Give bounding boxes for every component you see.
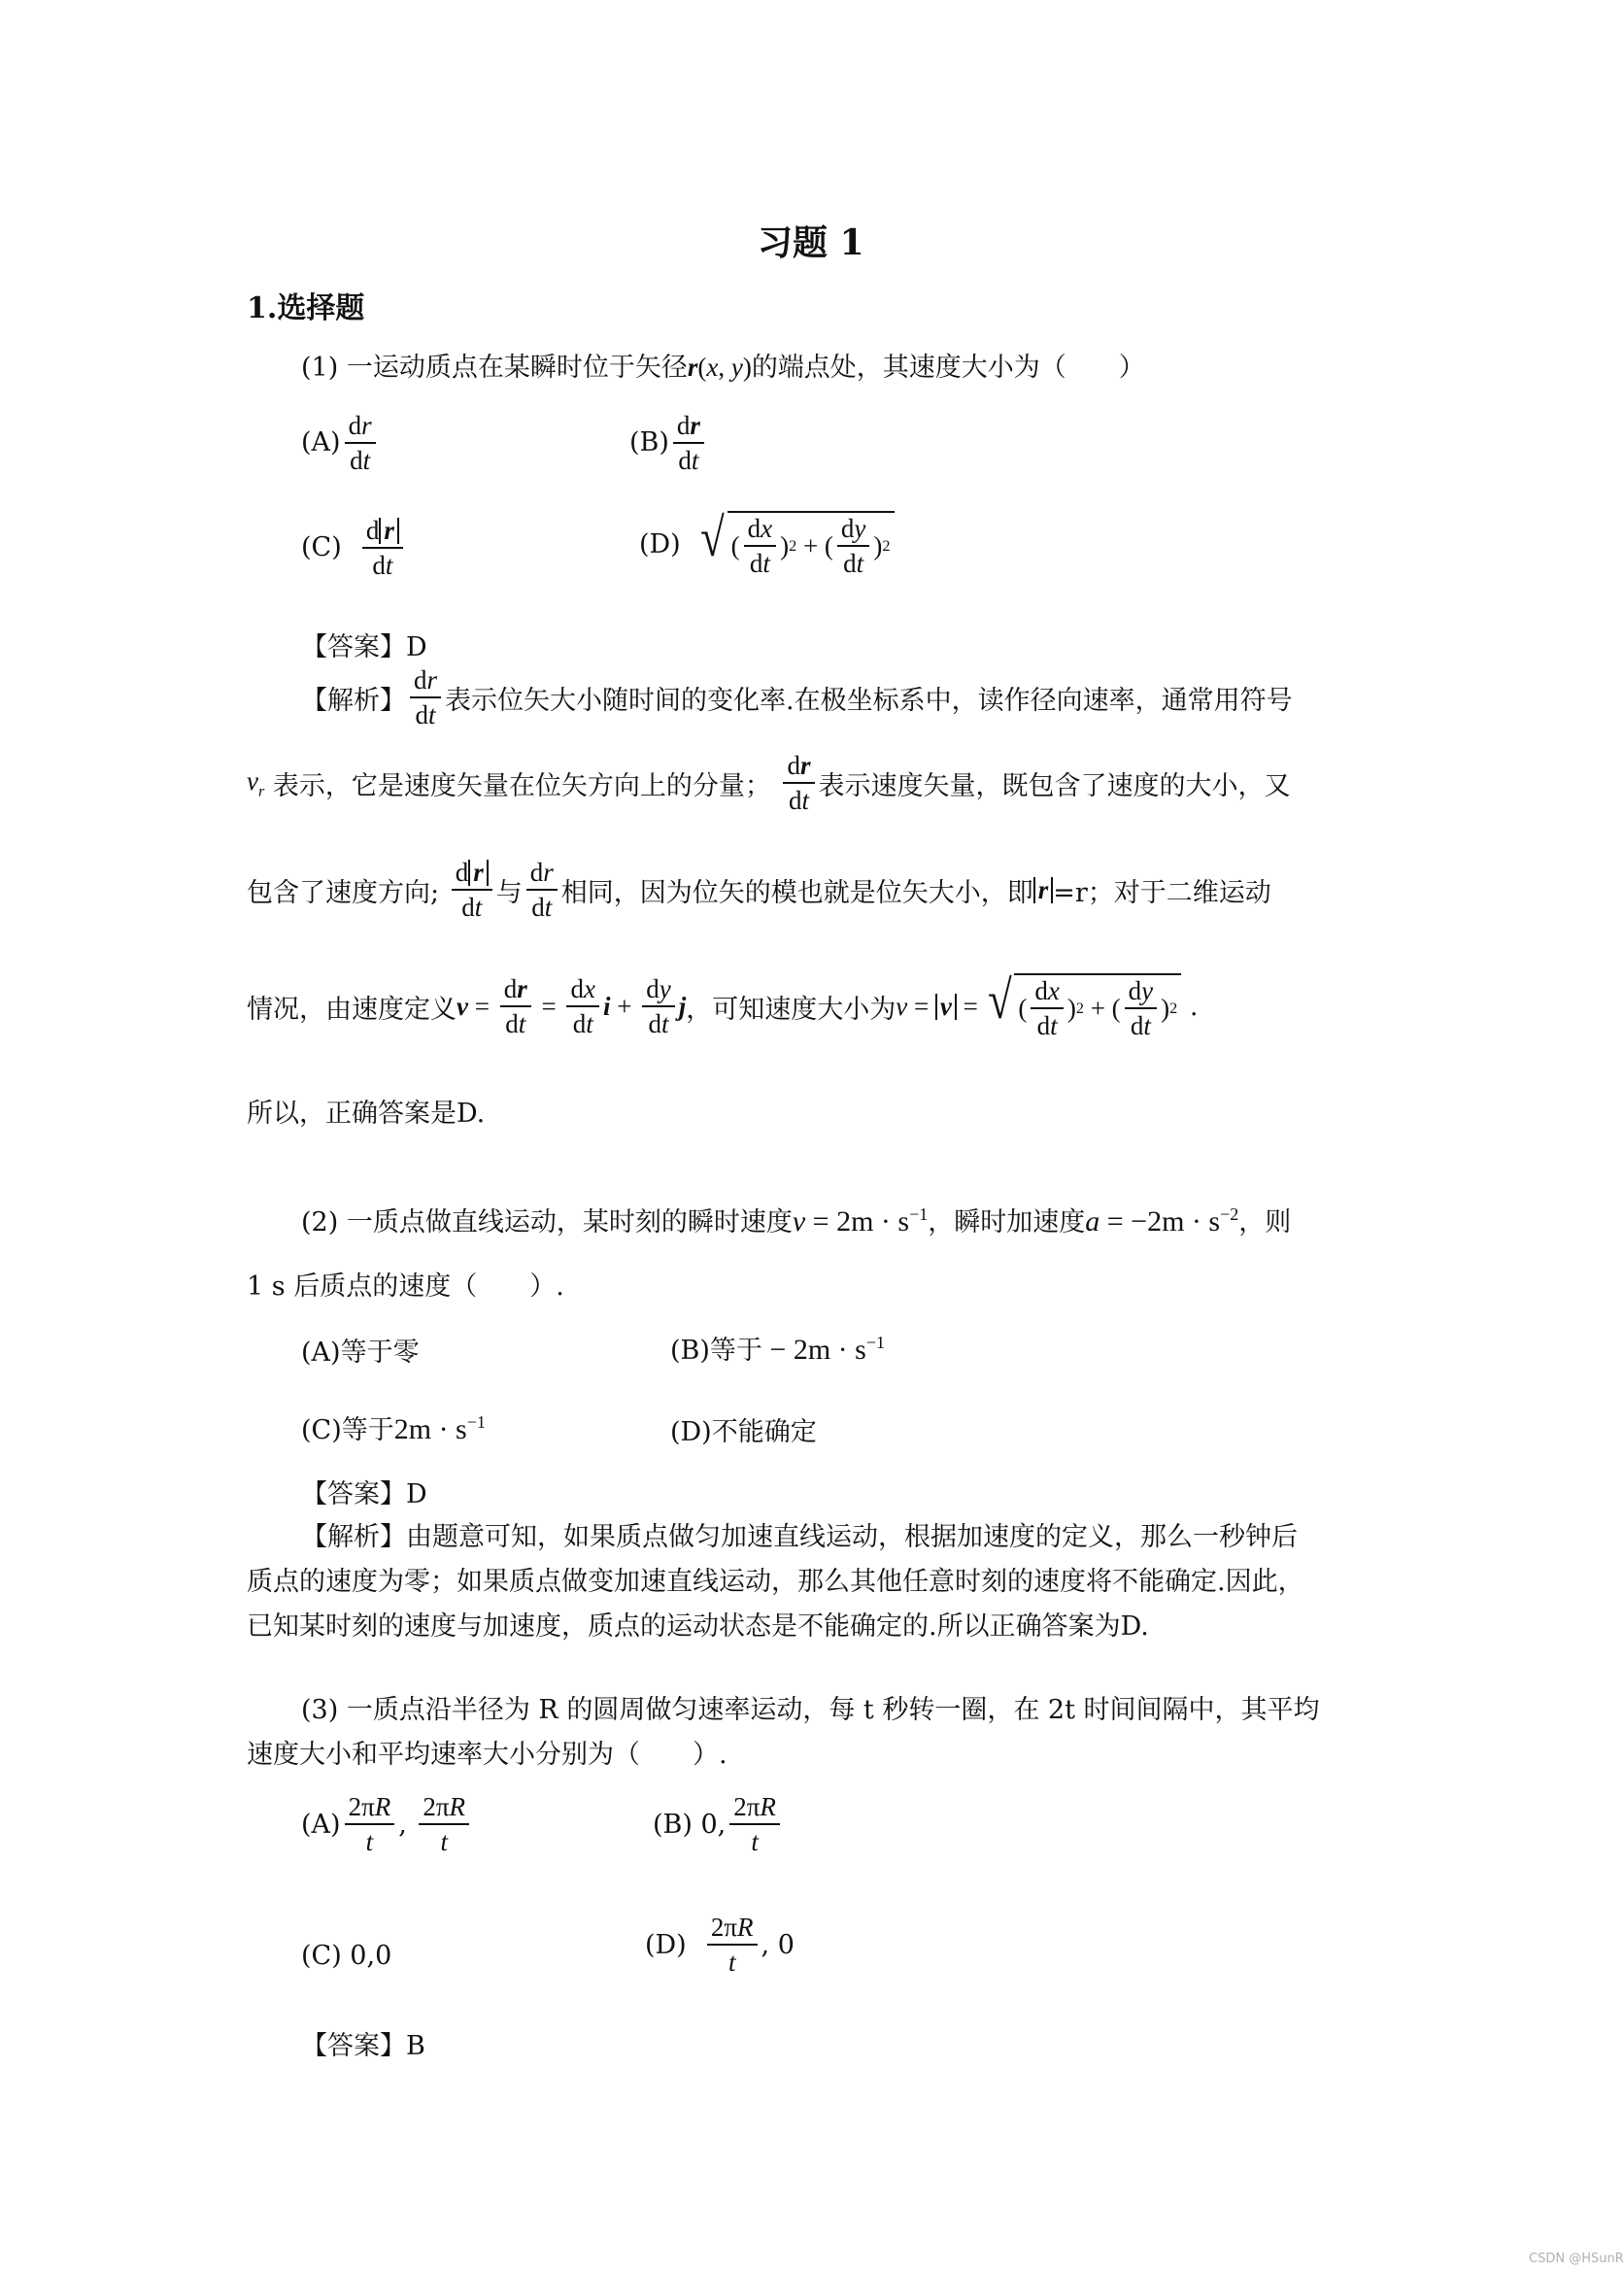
question-2-answer: 【答案】D [301,1479,427,1509]
question-1-explanation-line-1: 【解析】 $\frac{dr}{dt}$ 表示位矢大小随时间的变化率.在极坐标系中，读作径向速率，通常用符号 [301,665,1293,730]
question-1-option-b: (B) $\frac{dr}{dt}$ [629,412,708,475]
question-2-line-2: 1 s 后质点的速度（ ）. [247,1271,564,1302]
question-1-option-d: (D) √ ( $\frac{dx}{dt}$ ) 2 + ( $\frac{dy}{dt}$ ) 2 [639,511,895,578]
question-1-option-c: (C) $\frac{\text{d r}}{dt}$ [301,517,407,580]
question-2-line-1: (2) 一质点做直线运动，某时刻的瞬时速度$v = 2m \cdot s^{-1}$，瞬时加速度$a = -2m \cdot s^{-2}$，则 [301,1204,1292,1237]
question-1-option-a: (A) $\frac{dr}{dt}$ [301,412,380,475]
question-3-option-b: (B) 0, $\frac{2\pi R}{t}$ [653,1793,784,1856]
question-2-option-a: (A)等于零 [301,1338,420,1368]
question-3-option-d: (D) $\frac{2\pi R}{t}$ , 0 [645,1913,795,1978]
question-2-explanation-line-2: 质点的速度为零；如果质点做变加速直线运动，那么其他任意时刻的速度将不能确定.因此， [247,1567,1304,1597]
question-1-explanation-line-2: $v_r$ 表示，它是速度矢量在位矢方向上的分量； $\frac{dr}{dt}$ 表示速度矢量，既包含了速度的大小，又 [247,751,1291,816]
question-2-option-d: (D)不能确定 [670,1417,817,1447]
question-2-option-b: (B)等于 − $2m \cdot s^{-1}$ [670,1333,885,1366]
question-1-explanation-line-4: 情况，由速度定义 v = $\frac{dr}{dt}$ = $\frac{dx}{dt}$ i + $\frac{dy}{dt}$ j ，可知速度大小为 v = v = √ ( $\frac{dx}{dt}$ ) 2 + ( $\frac{dy}{dt}$ ) 2 . [247,970,1199,1041]
question-3-option-c: (C) 0,0 [301,1941,392,1971]
question-3-line-2: 速度大小和平均速率大小分别为（ ）. [247,1740,727,1770]
watermark: CSDN @HSunR [1529,2252,1624,2266]
question-2-explanation-line-1: 【解析】由题意可知，如果质点做匀加速直线运动，根据加速度的定义，那么一秒钟后 [301,1522,1298,1552]
question-1-answer: 【答案】D [301,632,427,662]
question-3-answer: 【答案】B [301,2031,425,2061]
question-3-line-1: (3) 一质点沿半径为 R 的圆周做匀速率运动，每 t 秒转一圈，在 2t 时间间隔中，其平均 [301,1695,1320,1725]
section-heading: 1.选择题 [247,291,365,325]
question-2-option-c: (C)等于$2m \cdot s^{-1}$ [301,1412,486,1445]
question-1-stem: (1) 一运动质点在某瞬时位于矢径r(x, y)的端点处，其速度大小为（ ） [301,353,1145,383]
question-1-explanation-line-5: 所以，正确答案是D. [247,1099,486,1129]
question-1-explanation-line-3: 包含了速度方向; $\frac{\text{d r}}{dt}$ 与 $\frac{dr}{dt}$ 相同，因为位矢的模也就是位矢大小，即 r =r；对于二维运动 [247,858,1271,923]
question-2-explanation-line-3: 已知某时刻的速度与加速度，质点的运动状态是不能确定的.所以正确答案为D. [247,1611,1149,1642]
question-3-option-a: (A) $\frac{2\pi R}{t}$ , $\frac{2\pi R}{t}$ [301,1793,473,1856]
page-title: 习题 1 [758,222,864,263]
